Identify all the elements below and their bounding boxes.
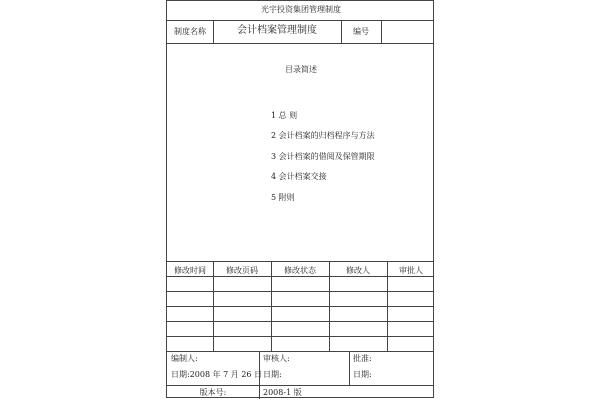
toc-item: 5 附则: [271, 193, 295, 202]
divider: [381, 20, 382, 43]
table-row: [167, 336, 433, 337]
name-label: 制度名称: [174, 27, 206, 36]
approver-label: 批准:: [353, 354, 372, 363]
table-row: [167, 351, 433, 352]
divider: [167, 20, 433, 21]
table-row: [167, 291, 433, 292]
divider: [167, 385, 433, 386]
toc-item: 4 会计档案交接: [271, 172, 327, 181]
table-row: [167, 321, 433, 322]
table-row: [167, 306, 433, 307]
divider: [259, 351, 260, 399]
divider: [167, 43, 433, 44]
column-header: 审批人: [399, 266, 423, 275]
document-page: [166, 0, 434, 398]
table-row: [167, 276, 433, 277]
company-title: 光宇投资集团管理制度: [261, 5, 341, 14]
toc-item: 3 会计档案的借阅及保管期限: [271, 152, 375, 161]
approval-date-label: 日期:: [353, 370, 372, 379]
divider: [349, 351, 350, 385]
toc-heading: 目录简述: [285, 65, 317, 74]
toc-item: 1 总 则: [271, 111, 298, 120]
column-header: 修改页码: [226, 266, 258, 275]
reviewer-label: 审核人:: [263, 354, 290, 363]
prepared-date: 日期:2008 年 7 月 26 日: [171, 370, 263, 379]
version-label: 版本号:: [199, 388, 227, 397]
column-header: 修改时间: [174, 266, 206, 275]
version-value: 2008-1 版: [263, 388, 302, 397]
column-header: 修改状态: [284, 266, 316, 275]
divider: [167, 261, 433, 262]
document-name: 会计档案管理制度: [237, 25, 317, 36]
number-label: 编号: [353, 27, 369, 36]
review-date-label: 日期:: [263, 370, 282, 379]
preparer-label: 编制人:: [171, 354, 198, 363]
column-header: 修改人: [346, 266, 370, 275]
toc-item: 2 会计档案的归档程序与方法: [271, 131, 375, 140]
